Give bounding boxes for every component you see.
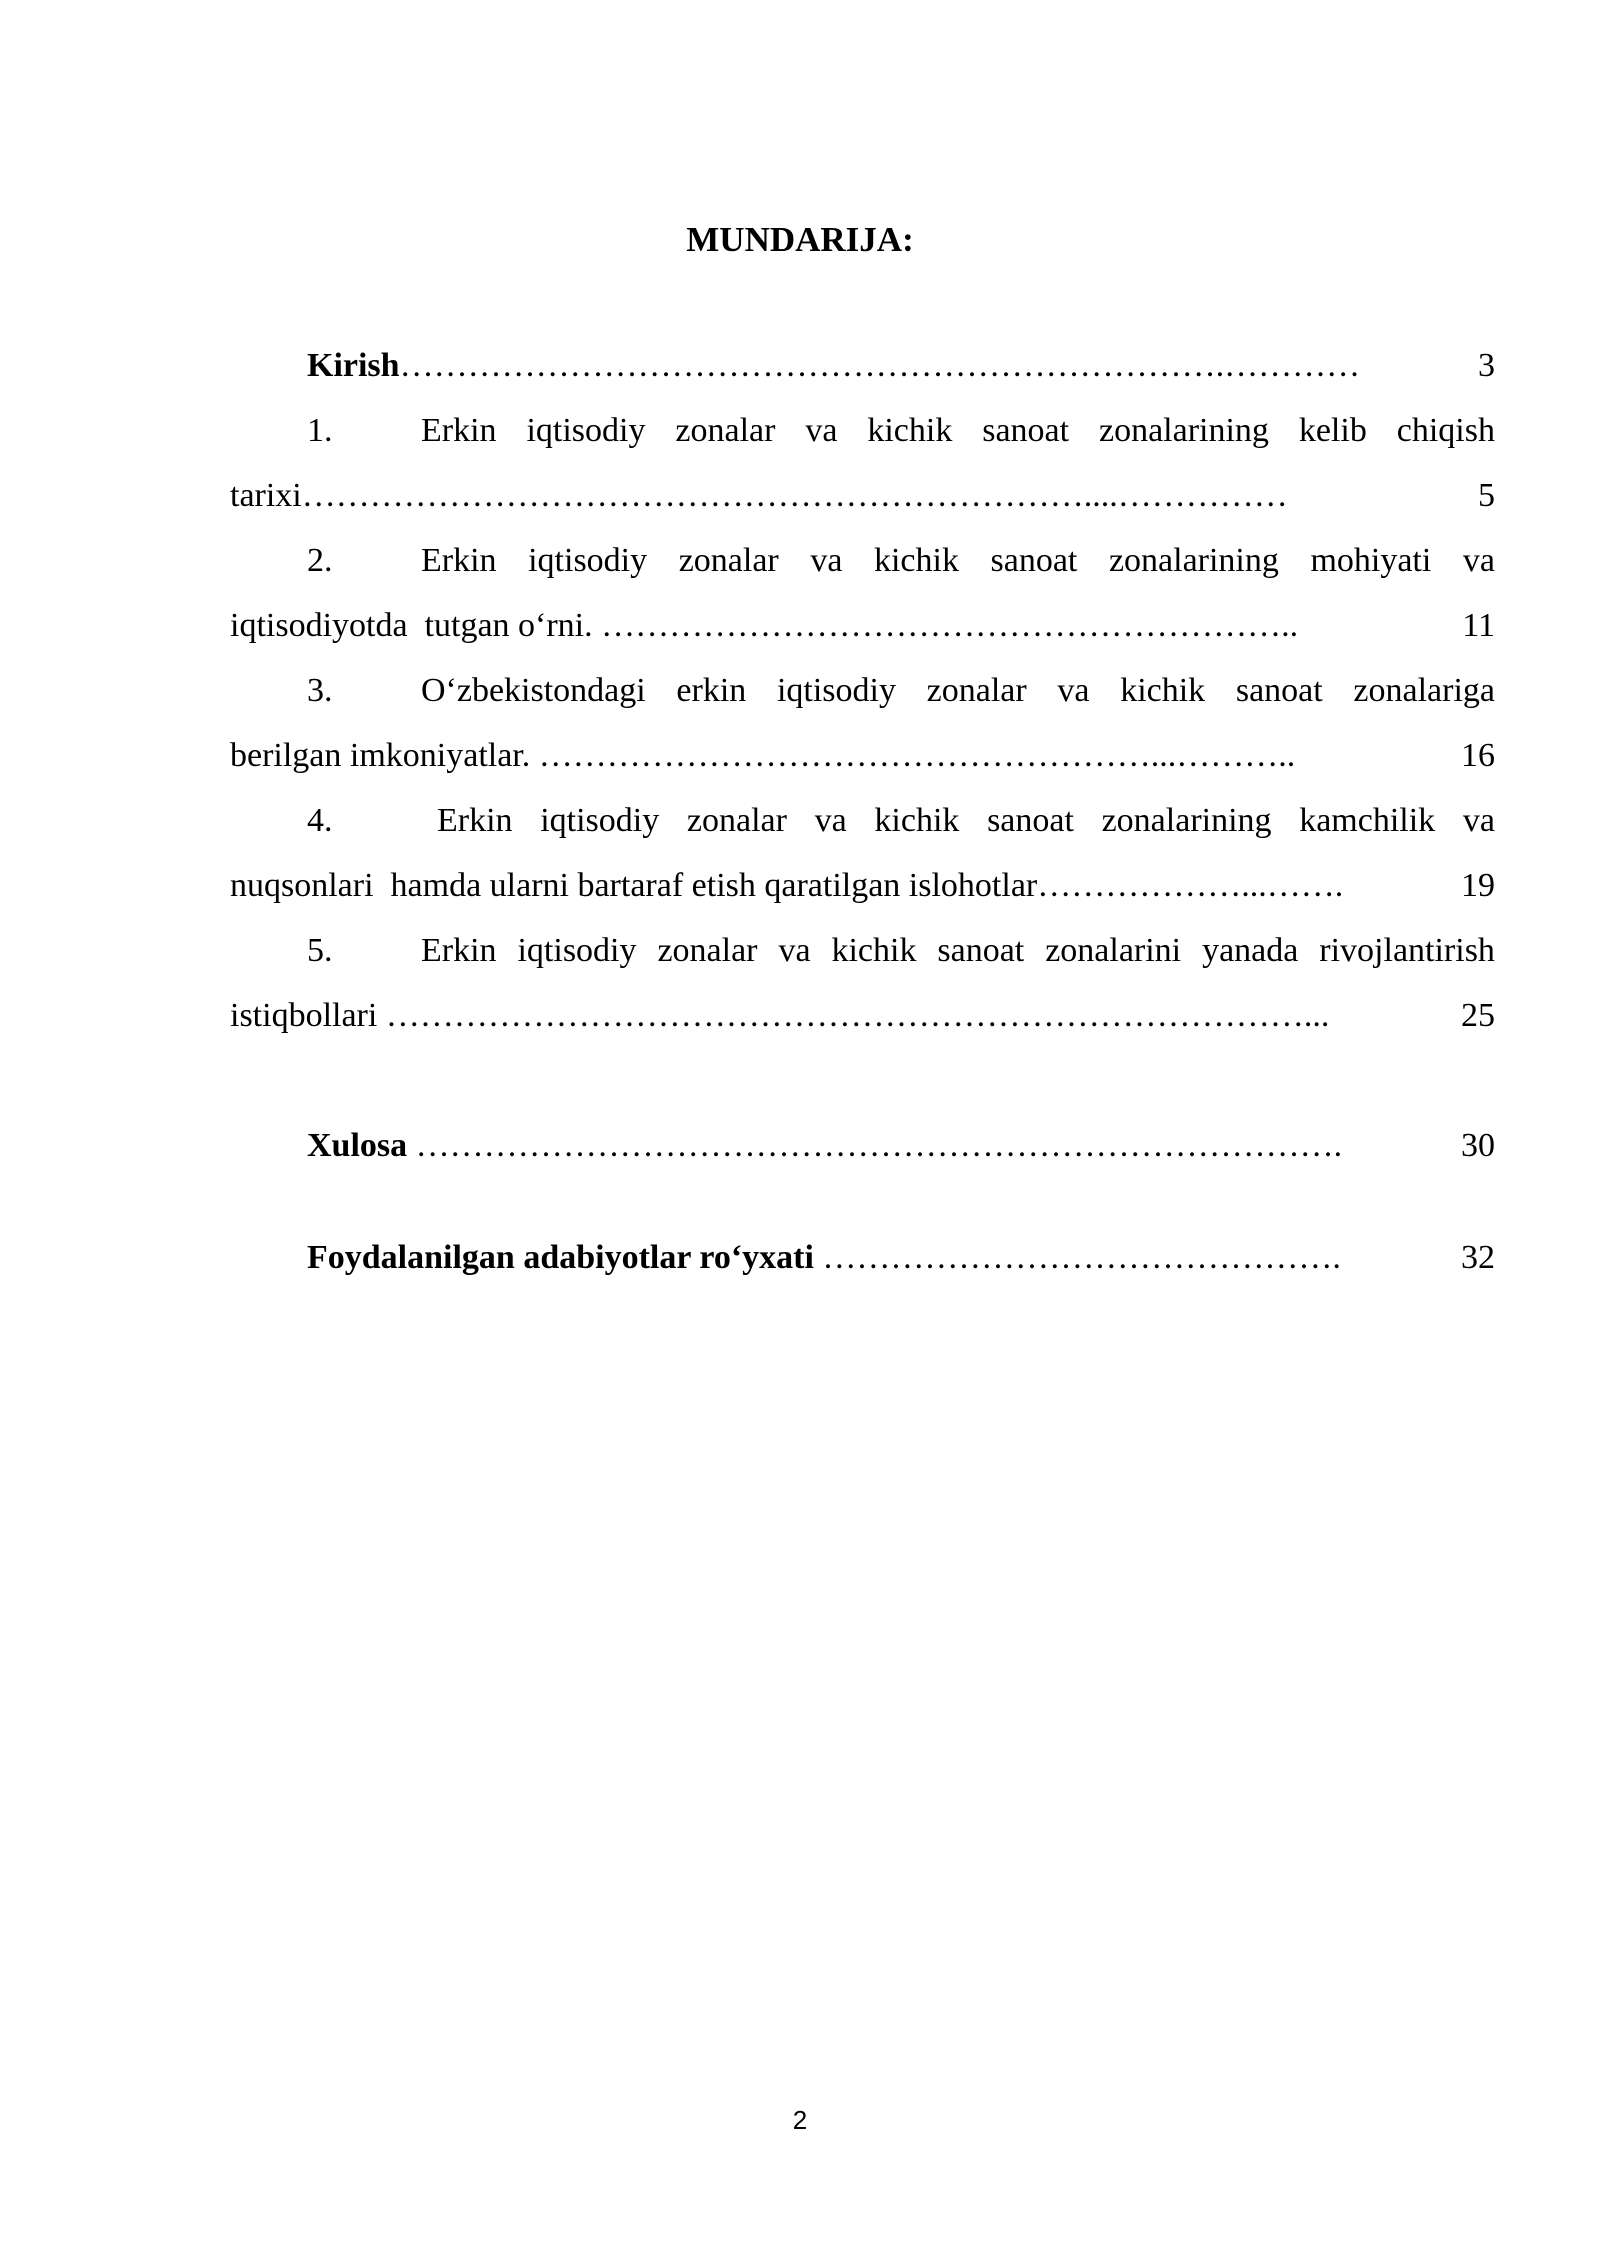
toc-word: va — [814, 802, 847, 839]
toc-page-number: 3 — [1478, 347, 1495, 384]
toc-item-3-line-1 — [307, 665, 1495, 717]
toc-leader-dots: ………………………………………. — [813, 1239, 1341, 1276]
toc-leader-dots: ………………...……. — [1037, 867, 1344, 904]
toc-page-number: 32 — [1461, 1239, 1495, 1276]
toc-item-number: 5. — [307, 932, 333, 969]
toc-item-text: iqtisodiyotda tutgan o‘rni. — [230, 607, 602, 644]
toc-item-text: istiqbollari — [230, 997, 386, 1034]
toc-word: sanoat — [1235, 672, 1323, 709]
toc-item-5-line-2 — [230, 990, 1495, 1042]
document-title: MUNDARIJA: — [686, 220, 914, 259]
toc-word: erkin — [676, 672, 747, 709]
toc-item-number-title — [307, 405, 497, 457]
toc-leader-dots: ……………………………………………………………....…………… — [301, 477, 1288, 514]
toc-word: zonalarining — [1101, 802, 1272, 839]
toc-word: kichik — [831, 932, 917, 969]
toc-word: zonalarining — [1108, 542, 1279, 579]
toc-item-number-title — [307, 535, 497, 587]
toc-item-text: nuqsonlari hamda ularni bartaraf etish qaratilgan islohotlar — [230, 867, 1038, 904]
toc-word: Erkin — [421, 412, 497, 449]
toc-entry-xulosa — [307, 1120, 1495, 1172]
toc-word: Erkin — [437, 802, 513, 839]
toc-page-number: 11 — [1462, 607, 1495, 644]
toc-word: va — [1462, 802, 1495, 839]
toc-leader-dots: ………………………………………………………………………. — [407, 1127, 1343, 1164]
toc-leader-dots: ………………………………………………………………………... — [385, 997, 1330, 1034]
toc-item-number: 4. — [307, 802, 333, 839]
toc-word: kichik — [867, 412, 953, 449]
toc-word: zonalariga — [1353, 672, 1495, 709]
toc-item-text: berilgan imkoniyatlar. — [230, 737, 539, 774]
toc-item-4-line-1 — [307, 795, 1495, 847]
toc-word: kichik — [1120, 672, 1206, 709]
toc-entry-label: Xulosa — [307, 1127, 408, 1164]
toc-word: zonalar — [675, 412, 776, 449]
toc-entry-references — [307, 1232, 1495, 1284]
toc-word: kichik — [873, 542, 959, 579]
toc-word: zonalar — [657, 932, 758, 969]
toc-entry-kirish — [307, 340, 1495, 392]
toc-page-number: 25 — [1461, 997, 1495, 1034]
toc-entry-label: Foydalanilgan adabiyotlar ro‘yxati — [307, 1239, 814, 1276]
toc-word: iqtisodiy — [776, 672, 896, 709]
toc-page-number: 16 — [1461, 737, 1495, 774]
toc-word: sanoat — [982, 412, 1070, 449]
toc-word: iqtisodiy — [540, 802, 660, 839]
toc-word: zonalarini — [1045, 932, 1182, 969]
toc-word: iqtisodiy — [528, 542, 648, 579]
toc-word: zonalar — [678, 542, 779, 579]
toc-item-4-line-2 — [230, 860, 1495, 912]
toc-word: kamchilik — [1299, 802, 1436, 839]
toc-word: sanoat — [987, 802, 1074, 839]
toc-item-2-line-2 — [230, 600, 1495, 652]
toc-item-1-line-2 — [230, 470, 1495, 522]
toc-word: kichik — [874, 802, 960, 839]
toc-item-number-title — [307, 925, 497, 977]
toc-word: va — [778, 932, 811, 969]
toc-item-2-line-1 — [307, 535, 1495, 587]
toc-word: iqtisodiy — [517, 932, 637, 969]
toc-item-text: tarixi — [230, 477, 302, 514]
toc-word: sanoat — [937, 932, 1025, 969]
toc-page-number: 5 — [1478, 477, 1495, 514]
toc-word: rivojlantirish — [1319, 932, 1495, 969]
toc-leader-dots: ……………………………………………………………….………… — [399, 347, 1361, 384]
toc-word: Erkin — [421, 542, 497, 579]
toc-word: va — [1057, 672, 1090, 709]
toc-item-3-line-2 — [230, 730, 1495, 782]
toc-item-5-line-1 — [307, 925, 1495, 977]
toc-word: va — [1462, 542, 1495, 579]
toc-item-number: 3. — [307, 672, 333, 709]
toc-word: yanada — [1202, 932, 1299, 969]
toc-word: Erkin — [421, 932, 497, 969]
toc-page-number: 30 — [1461, 1127, 1495, 1164]
toc-word: zonalar — [926, 672, 1027, 709]
toc-word: va — [810, 542, 843, 579]
toc-word: mohiyati — [1310, 542, 1432, 579]
page-number: 2 — [792, 2105, 808, 2135]
toc-word: sanoat — [990, 542, 1078, 579]
toc-word: O‘zbekistondagi — [421, 672, 646, 709]
toc-page-number: 19 — [1461, 867, 1495, 904]
toc-item-number: 2. — [307, 542, 333, 579]
toc-word: zonalarining — [1099, 412, 1269, 449]
toc-item-1-line-1 — [307, 405, 1495, 457]
toc-entry-label: Kirish — [307, 347, 400, 384]
toc-item-number-title — [307, 665, 646, 717]
toc-word: iqtisodiy — [526, 412, 646, 449]
toc-word: chiqish — [1396, 412, 1495, 449]
toc-item-number-title — [307, 795, 513, 847]
toc-word: va — [805, 412, 838, 449]
toc-leader-dots: …………………………………………………….. — [601, 607, 1299, 644]
toc-item-number: 1. — [307, 412, 333, 449]
toc-word: kelib — [1298, 412, 1367, 449]
toc-leader-dots: ………………………………………………...……….. — [538, 737, 1296, 774]
toc-word: zonalar — [686, 802, 787, 839]
